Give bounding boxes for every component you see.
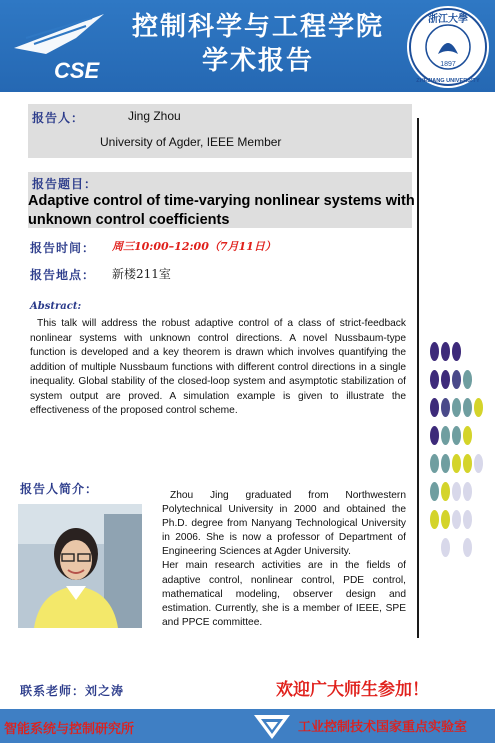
bio-paragraph-2: Her main research activities are in the fields of adaptive control, nonlinear control, PDE control, mathematical modeling, observer design and estimation. Currently, she is a member of IEEE, SPE and PPCE committee. <box>162 560 406 628</box>
speaker-photo <box>18 504 142 628</box>
dot <box>463 538 472 557</box>
contact <box>20 682 124 699</box>
bio-label: 报告人简介： <box>20 482 99 496</box>
dot <box>463 370 472 389</box>
seal-year: 1897 <box>440 61 456 68</box>
dot <box>430 510 439 529</box>
speaker-panel <box>28 104 412 158</box>
lab-logo-icon <box>252 711 292 741</box>
dot <box>430 370 439 389</box>
page-title <box>118 10 398 78</box>
talk-title: Adaptive control of time-varying nonlinear systems with unknown control coefficients <box>28 193 415 228</box>
place-label: 报告地点： <box>30 268 96 282</box>
dot <box>463 510 472 529</box>
speaker-name: Jing Zhou <box>128 109 181 123</box>
vertical-divider <box>417 118 419 638</box>
cse-logo <box>6 8 114 86</box>
dot <box>441 398 450 417</box>
time-value: 周三10:00–12:00（7月11日） <box>112 240 276 253</box>
dot <box>441 426 450 445</box>
dot <box>430 398 439 417</box>
abstract-text: This talk will address the robust adaptive control of a class of strict-feedback nonlinear systems with unknown control directions. A novel Nussbaum-type function is developed and a key theorem is drawn which involves quantifying the addition of multiple Nussbaum functions with different control directions in a single inequality. Global stability of the closed-loop system and asymptotic stabilization of system output are proved. A simulation example is given to illustrate the effectiveness of the proposed control scheme. <box>30 318 406 416</box>
logo-text: CSE <box>54 58 100 83</box>
footer-lab: 工业控制技术国家重点实验室 <box>298 720 468 735</box>
university-seal <box>405 4 491 90</box>
dot <box>441 454 450 473</box>
dot <box>430 482 439 501</box>
dot <box>441 482 450 501</box>
welcome-text: 欢迎广大师生参加！ <box>276 680 429 700</box>
bio-text <box>162 489 406 630</box>
title-line-1: 控制科学与工程学院 <box>131 12 384 42</box>
dot <box>430 342 439 361</box>
dot <box>441 510 450 529</box>
decorative-dots <box>425 340 495 565</box>
place-value: 新楼211室 <box>112 267 171 281</box>
dot <box>441 370 450 389</box>
dot <box>441 538 450 557</box>
dot <box>452 454 461 473</box>
topic-label: 报告题目： <box>32 177 98 191</box>
speaker-label: 报告人： <box>32 111 85 125</box>
seal-bottom-text: ZHEJIANG UNIVERSITY <box>416 78 480 84</box>
abstract-label: Abstract: <box>30 301 82 312</box>
seal-top-text: 浙江大學 <box>428 14 468 25</box>
time-label: 报告时间： <box>30 241 96 255</box>
dot <box>430 454 439 473</box>
dot <box>452 342 461 361</box>
dot <box>452 482 461 501</box>
dot <box>452 370 461 389</box>
dot <box>463 454 472 473</box>
contact-label: 联系老师： <box>20 684 86 698</box>
dot <box>474 398 483 417</box>
dot <box>430 426 439 445</box>
dot <box>452 426 461 445</box>
dot <box>452 398 461 417</box>
footer-institute: 智能系统与控制研究所 <box>4 722 135 737</box>
dot <box>463 426 472 445</box>
dot <box>463 398 472 417</box>
dot <box>441 342 450 361</box>
dot <box>452 510 461 529</box>
contact-value: 刘之涛 <box>85 684 125 698</box>
speaker-affiliation: University of Agder, IEEE Member <box>100 135 282 149</box>
title-line-2: 学术报告 <box>201 46 314 76</box>
dot <box>474 454 483 473</box>
dot <box>463 482 472 501</box>
bio-paragraph-1: Zhou Jing graduated from Northwestern Polytechnical University in 2000 and obtained the Ph.D. degree from Nanyang Technological University in 2006. She is now a professor of Department of Engineering Sciences at Agder University. <box>162 490 406 558</box>
